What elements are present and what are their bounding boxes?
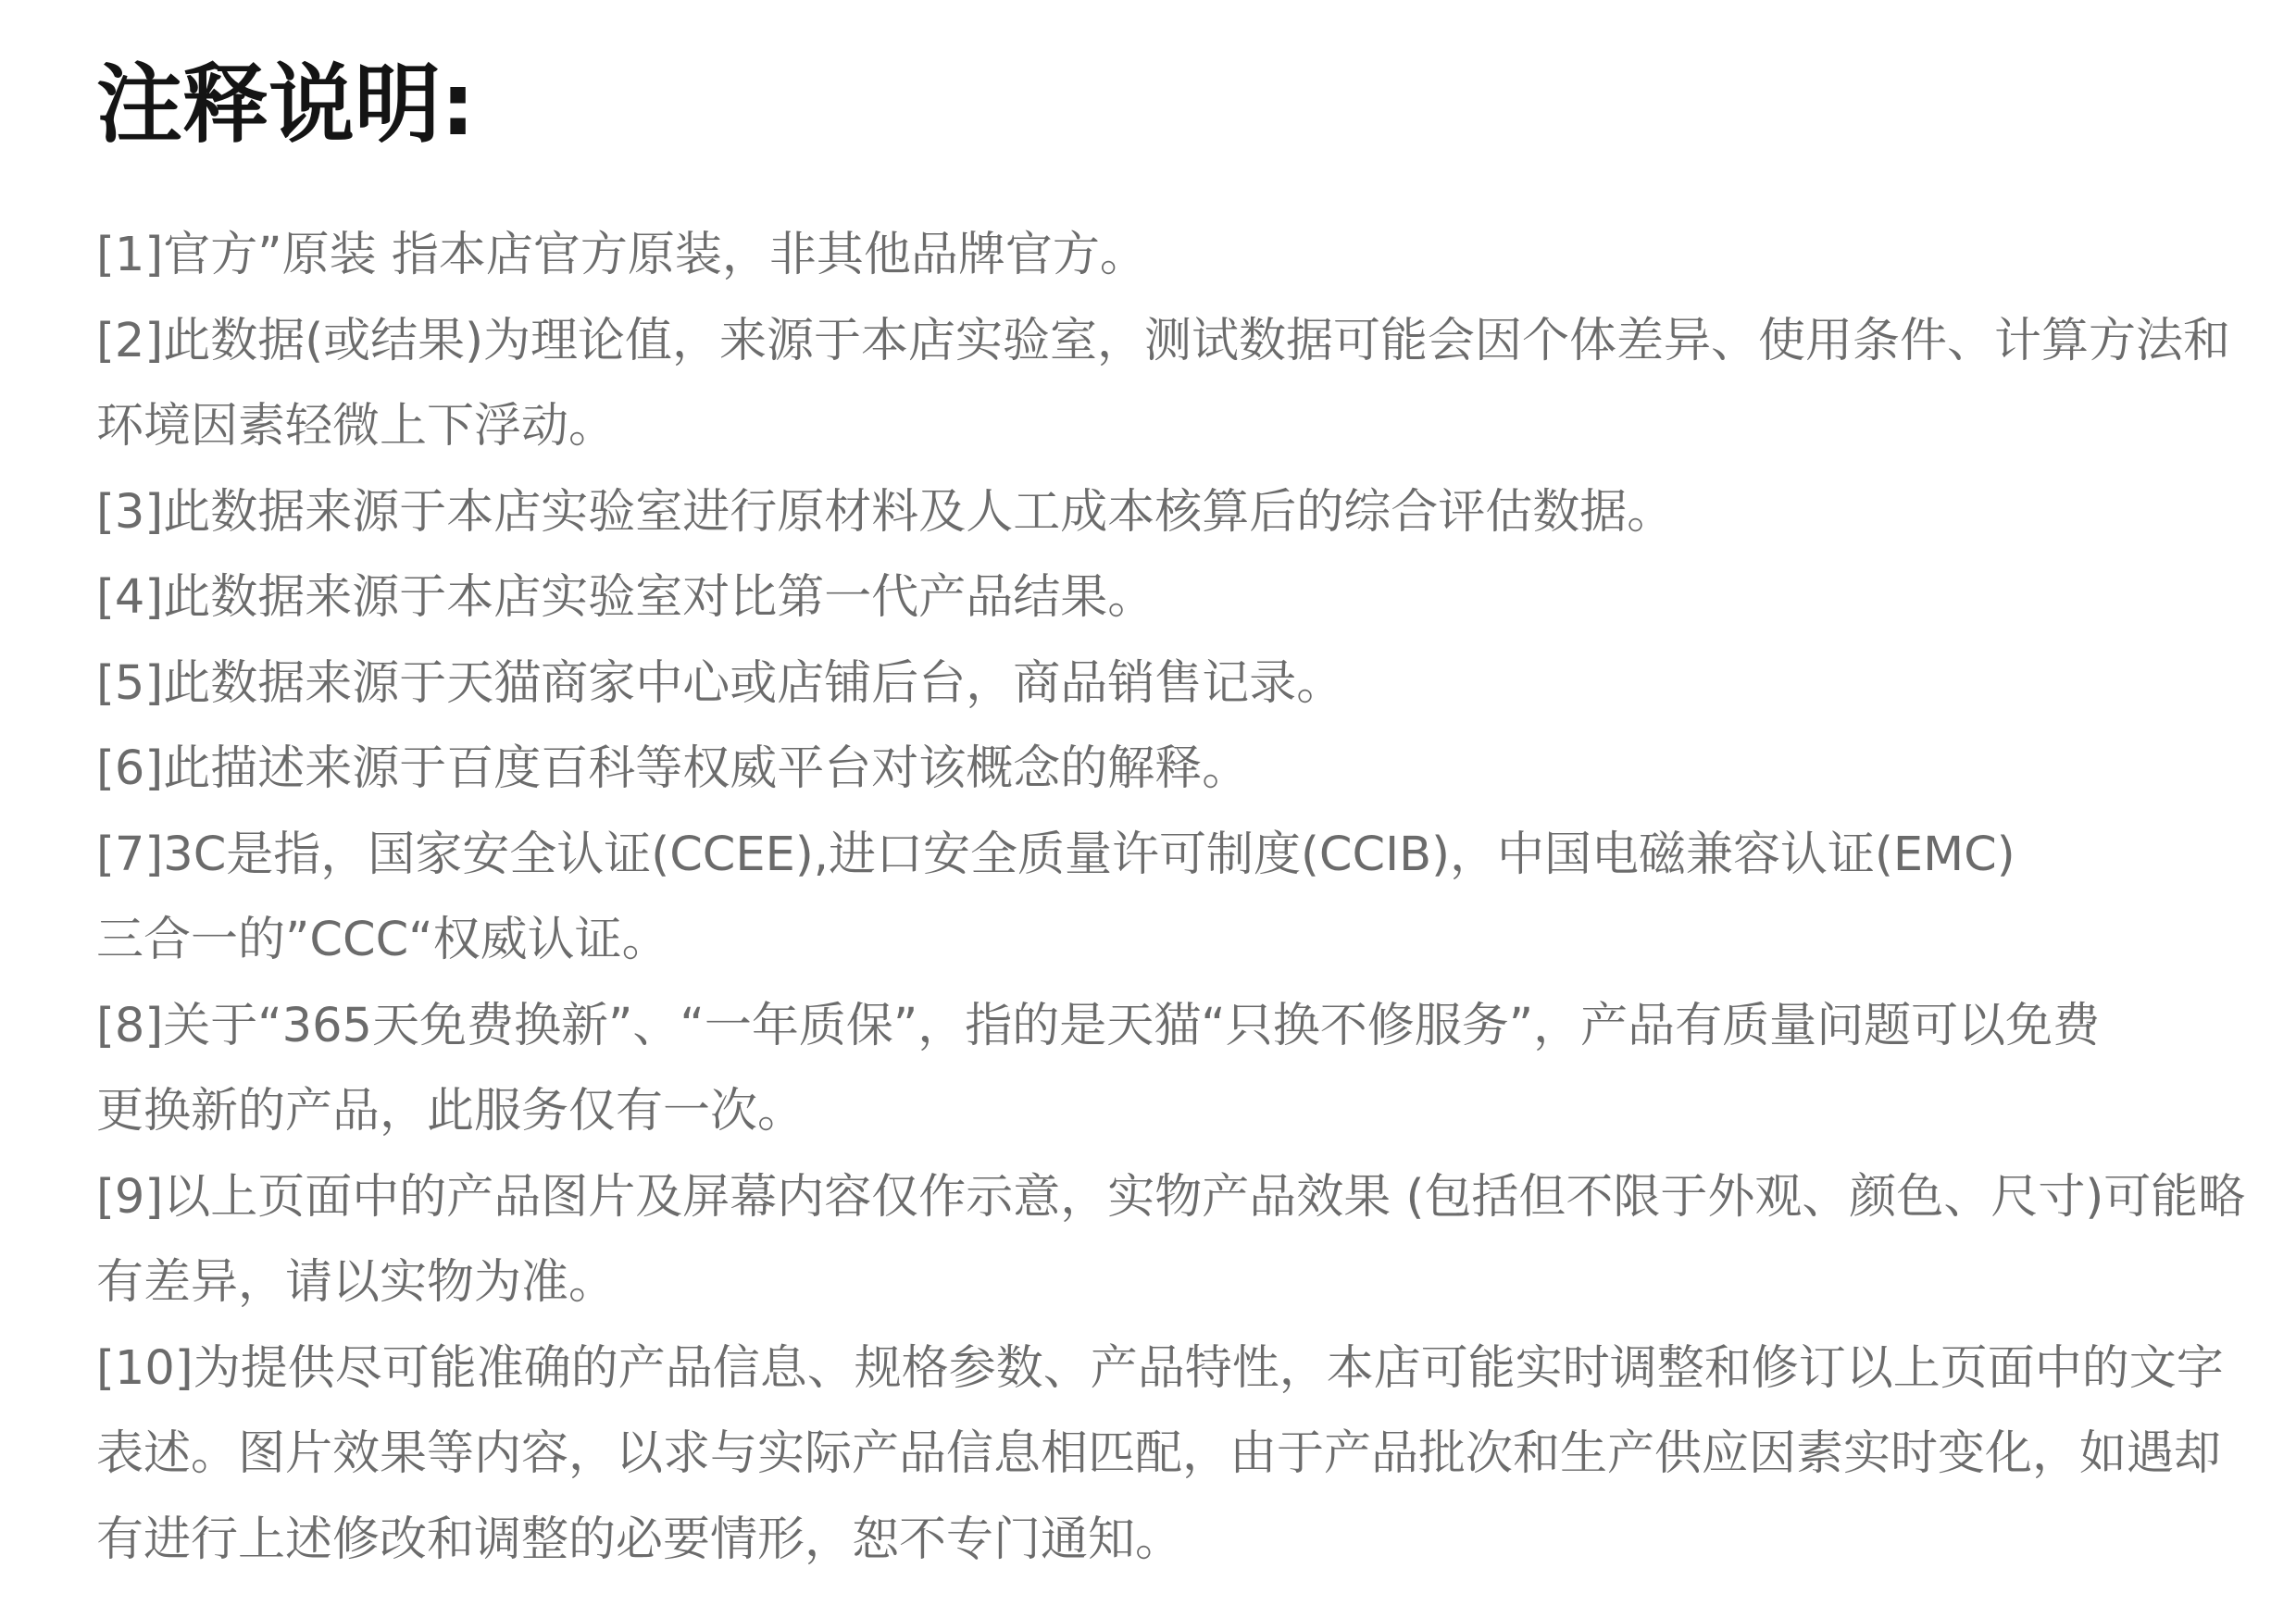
note-item-9 xyxy=(96,1155,2296,1326)
note-line: [6]此描述来源于百度百科等权威平台对该概念的解释。 xyxy=(96,741,1250,796)
note-item-4 xyxy=(96,555,2296,641)
note-item-8 xyxy=(96,984,2296,1155)
note-item-2 xyxy=(96,299,2296,470)
note-line: 更换新的产品，此服务仅有一次。 xyxy=(96,1084,805,1139)
note-line: [1]官方”原装 指本店官方原装，非其他品牌官方。 xyxy=(96,228,1147,282)
note-item-6 xyxy=(96,727,2296,813)
note-line: [8]关于“365天免费换新”、“一年质保”，指的是天猫“只换不修服务”，产品有质量问题可以免费 xyxy=(96,998,2101,1053)
note-item-10 xyxy=(96,1326,2296,1584)
page-title: 注释说明: xyxy=(96,55,476,155)
note-line: [2]此数据(或结果)为理论值，来源于本店实验室，测试数据可能会因个体差异、使用条件、计算方法和 xyxy=(96,313,2231,368)
note-line: 环境因素轻微上下浮动。 xyxy=(96,399,617,454)
note-line: [5]此数据来源于天猫商家中心或店铺后台，商品销售记录。 xyxy=(96,655,1344,711)
note-line: [7]3C是指，国家安全认证(CCEE),进口安全质量许可制度(CCIB)，中国电磁兼容认证(EMC) xyxy=(96,827,2015,882)
note-item-1 xyxy=(96,213,2296,299)
note-line: [3]此数据来源于本店实验室进行原材料及人工成本核算后的综合评估数据。 xyxy=(96,484,1675,540)
note-item-3 xyxy=(96,470,2296,556)
note-line: 有差异，请以实物为准。 xyxy=(96,1255,617,1310)
note-line: 表述。图片效果等内容，以求与实际产品信息相匹配，由于产品批次和生产供应因素实时变化，如遇却 xyxy=(96,1426,2222,1481)
note-line: 三合一的”CCC“权威认证。 xyxy=(96,913,669,967)
note-line: 有进行上述修改和调整的必要情形，恕不专门通知。 xyxy=(96,1512,1183,1567)
note-line: [4]此数据来源于本店实验室对比第一代产品结果。 xyxy=(96,570,1155,625)
note-line: [9]以上页面中的产品图片及屏幕内容仅作示意，实物产品效果 (包括但不限于外观、颜色、尺寸)可能略 xyxy=(96,1169,2246,1225)
note-item-7 xyxy=(96,813,2296,984)
note-line: [10]为提供尽可能准确的产品信息、规格参数、产品特性，本店可能实时调整和修订以上页面中的文字 xyxy=(96,1340,2224,1396)
note-item-5 xyxy=(96,641,2296,728)
notes-list xyxy=(96,213,2296,1583)
